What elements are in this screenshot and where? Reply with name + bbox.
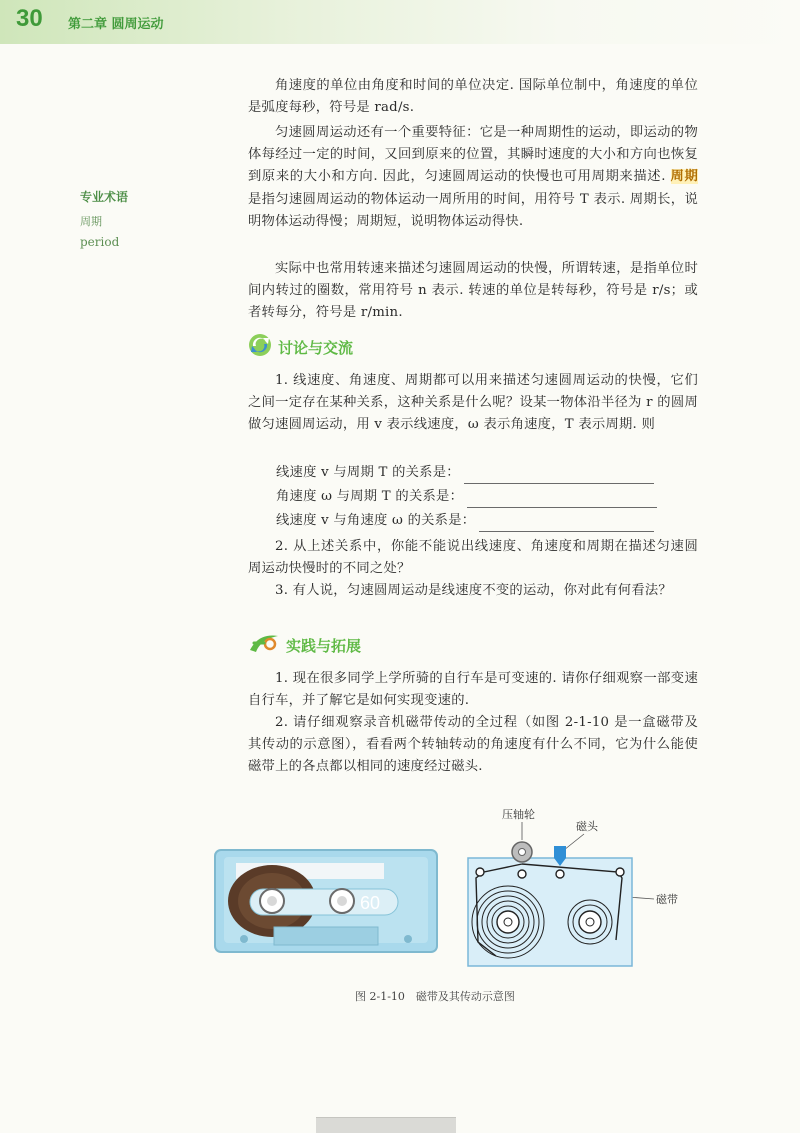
blank-row-1: [276, 462, 696, 484]
label-tape: 磁带: [656, 893, 678, 906]
cassette-photo: [214, 849, 438, 957]
discussion-arrows-icon: [248, 333, 272, 361]
discussion-question-3: 3. 有人说，匀速圆周运动是线速度不变的运动，你对此有何看法？: [275, 583, 672, 598]
answer-blank-3: [479, 517, 654, 532]
sidebar-term-en: period: [80, 235, 120, 249]
paragraph-angular-units: 角速度的单位由角度和时间的单位决定. 国际单位制中，角速度的单位是弧度每秒，符号是 rad/s.: [248, 78, 698, 116]
tape-transport-diagram: [466, 802, 698, 972]
practice-question-1: 1. 现在很多同学上学所骑的自行车是可变速的. 请你仔细观察一部变速自行车，并了解它是如何实现变速的.: [248, 671, 698, 709]
paragraph-rotation-speed: 实际中也常用转速来描述匀速圆周运动的快慢，所谓转速，是指单位时间内转过的圈数，常用符号 n 表示. 转速的单位是转每秒，符号是 r/s；或者转每分，符号是 r/min.: [248, 261, 698, 321]
chapter-title: 第二章 圆周运动: [68, 17, 164, 32]
blank-row-2: [276, 486, 696, 508]
practice-title: 实践与拓展: [286, 636, 362, 655]
cassette-side-text: 60: [360, 893, 381, 913]
figure-caption: 图 2-1-10 磁带及其传动示意图: [355, 990, 515, 1003]
paragraph-period-after: 是指匀速圆周运动的物体运动一周所用的时间，用符号 T 表示. 周期长，说明物体运动得慢；周期短，说明物体运动得快.: [248, 191, 698, 229]
discussion-question-1: 1. 线速度、角速度、周期都可以用来描述匀速圆周运动的快慢，它们之间一定存在某种关系，这种关系是什么呢？设某一物体沿半径为 r 的圆周做匀速圆周运动，用 v 表示线速度，ω 表示角速度，T 表示周期. 则: [248, 373, 698, 433]
label-tape-head: 磁头: [576, 820, 598, 833]
page-number: 30: [16, 5, 43, 32]
blank-label-1: 线速度 v 与周期 T 的关系是：: [276, 465, 460, 480]
practice-question-2: 2. 请仔细观察录音机磁带传动的全过程（如图 2-1-10 是一盒磁带及其传动的示意图），看看两个转轴转动的角速度有什么不同，它为什么能使磁带上的各点都以相同的速度经过磁头.: [248, 715, 698, 775]
paragraph-period-before: 匀速圆周运动还有一个重要特征：它是一种周期性的运动，即运动的物体每经过一定的时间，又回到原来的位置，其瞬时速度的大小和方向也恢复到原来的大小和方向. 因此，匀速圆周运动的快慢也可用周期来描述.: [248, 125, 698, 185]
blank-row-3: [276, 510, 696, 532]
discussion-title: 讨论与交流: [278, 338, 354, 357]
blank-label-3: 线速度 v 与角速度 ω 的关系是：: [276, 513, 476, 528]
sidebar-term-cn: 周期: [80, 215, 102, 228]
blank-label-2: 角速度 ω 与周期 T 的关系是：: [276, 489, 464, 504]
paragraph-period: [248, 122, 698, 233]
discussion-question-2: 2. 从上述关系中，你能不能说出线速度、角速度和周期在描述匀速圆周运动快慢时的不同之处？: [248, 539, 698, 577]
discussion-heading: [248, 334, 353, 360]
label-pinch-roller: 压轴轮: [502, 808, 535, 821]
answer-blank-1: [464, 469, 654, 484]
page-bottom-tab: [316, 1117, 456, 1133]
answer-blank-2: [467, 493, 657, 508]
page-header: [0, 0, 800, 44]
sidebar-title: 专业术语: [80, 190, 129, 204]
term-period-highlight: 周期: [670, 169, 699, 185]
practice-swoosh-icon: [248, 632, 280, 658]
practice-heading: [248, 632, 361, 658]
